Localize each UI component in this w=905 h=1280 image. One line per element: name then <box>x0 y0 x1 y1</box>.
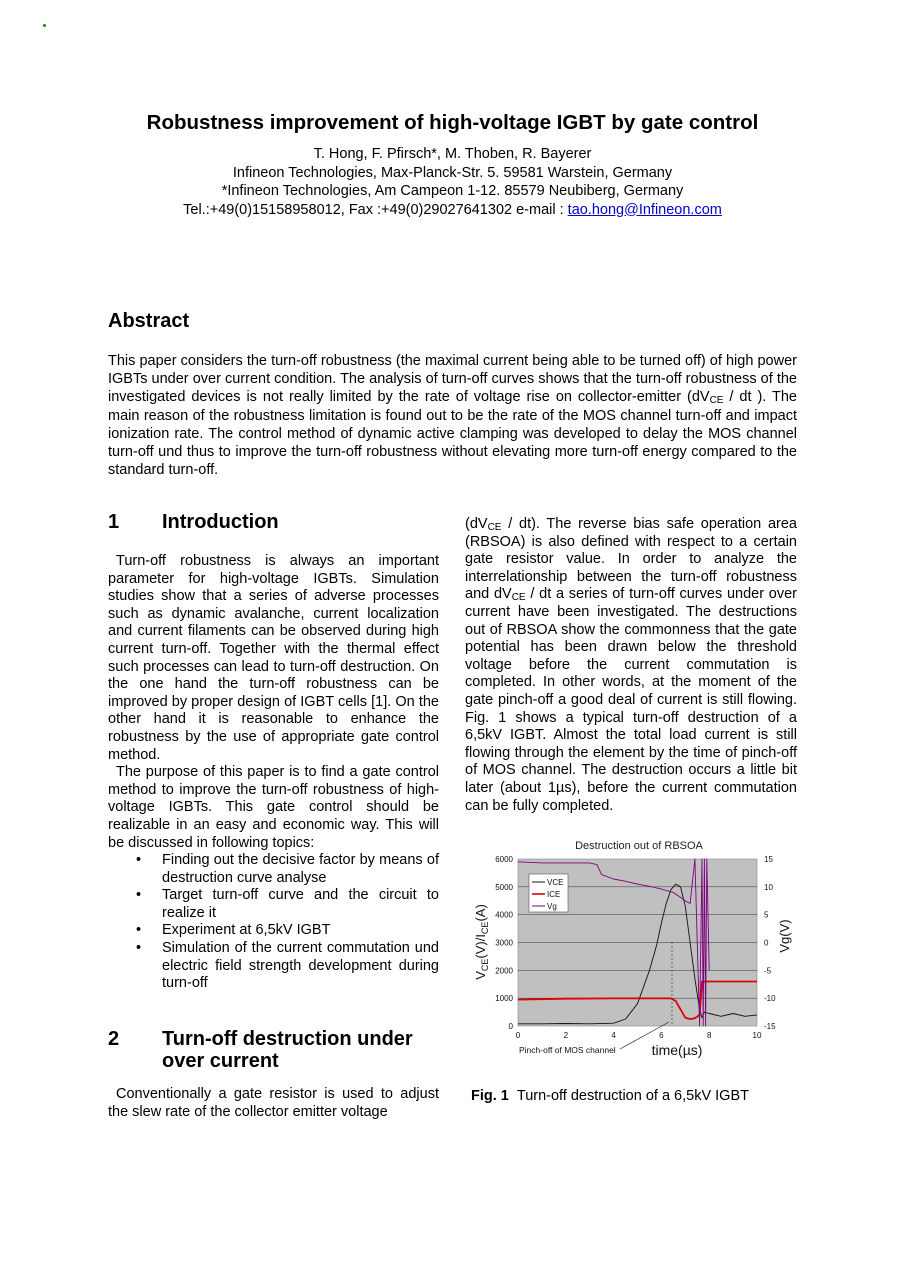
legend-label-vg: Vg <box>547 902 557 911</box>
chart-title: Destruction out of RBSOA <box>575 840 703 852</box>
figure-label: Fig. 1 <box>471 1088 509 1104</box>
y-tick-label-left: 0 <box>508 1022 513 1031</box>
y-tick-label-left: 1000 <box>495 994 513 1004</box>
section-2-body <box>108 1086 439 1121</box>
section-2-heading <box>108 1028 448 1072</box>
affiliation-2: *Infineon Technologies, Am Campeon 1-12. 85579 Neubiberg, Germany <box>221 183 684 199</box>
legend-label-vce: VCE <box>547 878 564 887</box>
legend-label-ice: ICE <box>547 890 561 899</box>
authors: T. Hong, F. Pfirsch*, M. Thoben, R. Bayerer <box>313 146 592 162</box>
y-axis-label-left: $V_{CE}(V)/I_{CE}(A)$ <box>473 904 490 980</box>
section-2-title: Turn-off destruction under over current <box>162 1028 413 1072</box>
y-tick-label-left: 2000 <box>495 966 513 976</box>
y-tick-label-left: 6000 <box>495 855 513 864</box>
x-tick-label: 0 <box>515 1031 521 1040</box>
y-axis-label-right: Vg(V) <box>777 919 792 953</box>
chart-annotation: Pinch-off of MOS channel <box>519 1045 616 1055</box>
x-tick-label: 6 <box>659 1031 664 1040</box>
y-tick-label-right: 15 <box>764 855 773 864</box>
right-sub-2: CE <box>511 592 526 604</box>
section-1-heading <box>108 511 279 534</box>
intro-paragraph-1: Turn-off robustness is always an important parameter for high-voltage IGBTs. Simulation studies show that a series of adverse processes such as dynamic avalanche, current localization and current filaments can be observed during high current turn-off. Together with the thermal effect such processes can lead to turn-off destruction. On the one hand the turn-off robustness can be improved by proper design of IGBT cells [1]. On the other hand it is reasonable to enhance the robustness by the use of appropriate gate control method. <box>108 553 439 763</box>
y-tick-label-right: 5 <box>764 910 769 920</box>
right-paragraph <box>465 516 797 815</box>
right-part-b: / dt). The reverse bias safe operation area (RBSOA) is also defined with respect to a certain gate resistor value. In order to analyze the interrelationship between the turn-off robustness and dV <box>465 516 797 603</box>
right-sub-1: CE <box>487 522 502 533</box>
x-axis-label: time(µs) <box>651 1042 703 1058</box>
figure-caption <box>471 1088 749 1104</box>
right-column-body <box>465 516 797 815</box>
y-tick-label-right: -5 <box>764 966 772 976</box>
right-part-a: (dV <box>465 516 488 532</box>
y-tick-label-right: 10 <box>764 882 773 892</box>
x-tick-label: 2 <box>563 1031 569 1040</box>
x-tick-label: 4 <box>611 1031 616 1040</box>
affiliation-1: Infineon Technologies, Max-Planck-Str. 5. 59581 Warstein, Germany <box>232 164 673 181</box>
y-tick-label-left: 5000 <box>495 882 513 892</box>
abstract-part-b: / dt ). The main reason of the robustness limitation is found out to be the rate of the MOS channel turn-off and impact ionization rate. The control method of dynamic active clamping was developed to delay the MOS channel turn-off und thus to improve the turn-off robustness without elevating more turn-off energy compared to the standard turn-off. <box>108 389 797 479</box>
intro-paragraph-2: The purpose of this paper is to find a gate control method to improve the turn-off robustness of high-voltage IGBTs. This gate control should be realizable in an easy and economic way. This will be discussed in following topics: <box>108 764 439 851</box>
topic-list <box>108 852 439 993</box>
y-tick-label-right: -10 <box>764 994 776 1004</box>
rbsoa-chart <box>465 832 805 1062</box>
section-1-title: Introduction <box>162 511 279 533</box>
author-block <box>0 145 905 219</box>
list-item: • Target turn-off curve and the circuit to realize it <box>108 887 439 922</box>
section-1-number: 1 <box>108 511 120 533</box>
list-item: • Simulation of the current commutation und electric field strength development during turn-off <box>108 940 439 993</box>
figure-caption-text: Turn-off destruction of a 6,5kV IGBT <box>516 1088 749 1104</box>
right-part-c: / dt a series of turn-off curves under over current have been investigated. The destructions out of RBSOA show the commonness that the gate potential has been drawn below the threshold voltage before the current commutation is completed. In other words, at the moment of the gate pinch-off a good deal of current is still flowing. Fig. 1 shows a typical turn-off destruction of a 6,5kV IGBT. Almost the total load current is still flowing through the element by the time of pinch-off of MOS channel. The destruction occurs a little bit later (about 1µs), before the current commutation can be fully completed. <box>465 586 797 814</box>
section-1-body <box>108 553 439 993</box>
x-tick-label: 8 <box>706 1031 712 1040</box>
section-2-number: 2 <box>108 1028 120 1050</box>
paper-title: Robustness improvement of high-voltage IGBT by gate control <box>146 111 759 134</box>
corner-mark <box>43 24 46 27</box>
abstract-text <box>108 352 797 479</box>
abstract-sub: CE <box>709 395 724 407</box>
list-item: • Experiment at 6,5kV IGBT <box>108 922 439 940</box>
y-tick-label-left: 4000 <box>495 910 513 920</box>
email-link[interactable]: tao.hong@Infineon.com <box>567 201 722 218</box>
x-tick-label: 10 <box>752 1031 762 1040</box>
contact-text: Tel.:+49(0)15158958012, Fax :+49(0)29027641302 e-mail : <box>183 201 568 218</box>
chart-legend <box>529 874 568 912</box>
section-2-paragraph: Conventionally a gate resistor is used to adjust the slew rate of the collector emitter voltage <box>108 1086 439 1120</box>
list-item: • Finding out the decisive factor by means of destruction curve analyse <box>108 852 439 887</box>
abstract-part-a: This paper considers the turn-off robustness (the maximal current being able to be turned off) of high power IGBTs under over current condition. The analysis of turn-off curves shows that the turn-off robustness of the investigated devices is not really limited by the rate of voltage rise on collector-emitter (dV <box>108 353 797 406</box>
y-tick-label-left: 3000 <box>495 938 513 948</box>
contact-line <box>0 201 905 220</box>
y-tick-label-right: 0 <box>764 938 769 948</box>
y-tick-label-right: -15 <box>764 1022 776 1031</box>
abstract-heading: Abstract <box>108 310 190 332</box>
